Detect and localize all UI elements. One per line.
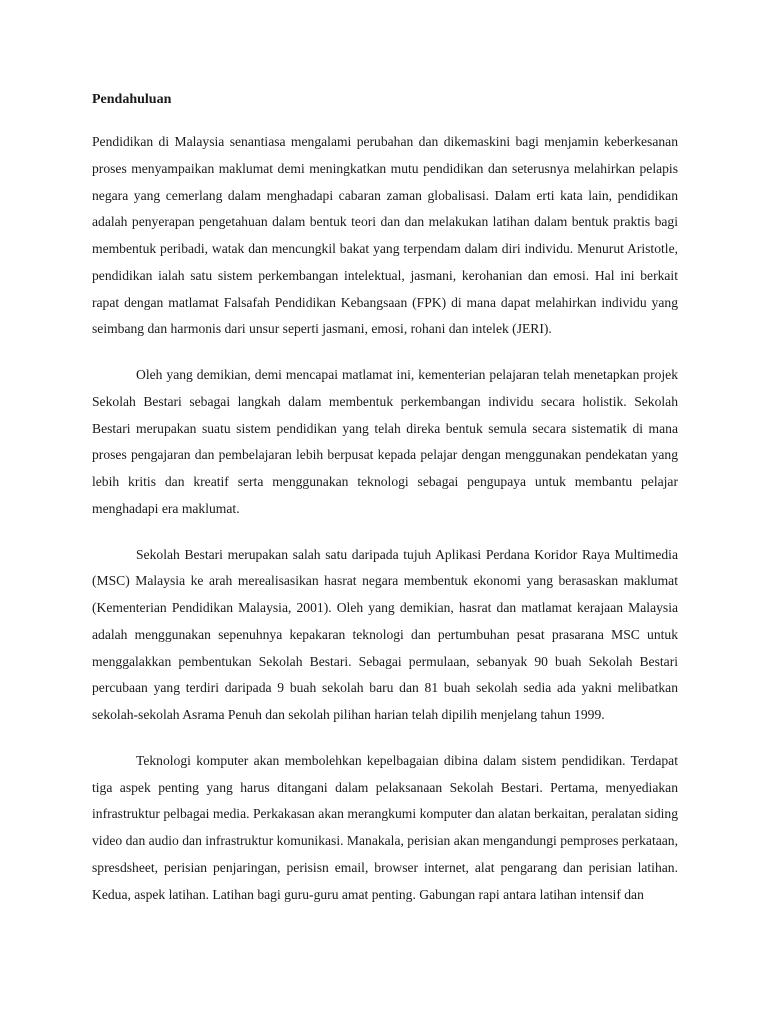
paragraph-2: Oleh yang demikian, demi mencapai matlamat ini, kementerian pelajaran telah menetapkan projek Sekolah Bestari sebagai langkah dalam membentuk perkembangan individu secara holistik. Sekolah Bestari merupakan suatu sistem pendidikan yang telah direka bentuk semula secara sistematik di mana proses pengajaran dan pembelajaran lebih berpusat kepada pelajar dengan menggunakan pendekatan yang lebih kritis dan kreatif serta menggunakan teknologi sebagai pengupaya untuk membantu pelajar menghadapi era maklumat. [92,367,678,516]
paragraph-1: Pendidikan di Malaysia senantiasa mengalami perubahan dan dikemaskini bagi menjamin keberkesanan proses menyampaikan maklumat demi meningkatkan mutu pendidikan dan seterusnya melahirkan pelapis negara yang cemerlang dalam menghadapi cabaran zaman globalisasi. Dalam erti kata lain, pendidikan adalah penyerapan pengetahuan dalam bentuk teori dan dan melakukan latihan dalam bentuk praktis bagi membentuk peribadi, watak dan mencungkil bakat yang terpendam dalam diri individu. Menurut Aristotle, pendidikan ialah satu sistem perkembangan intelektual, jasmani, kerohanian dan emosi. Hal ini berkait rapat dengan matlamat Falsafah Pendidikan Kebangsaan (FPK) di mana dapat melahirkan individu yang seimbang dan harmonis dari unsur seperti jasmani, emosi, rohani dan intelek (JERI). [92,134,678,337]
paragraph-4: Teknologi komputer akan membolehkan kepelbagaian dibina dalam sistem pendidikan. Terdapat tiga aspek penting yang harus ditangani dalam pelaksanaan Sekolah Bestari. Pertama, menyediakan infrastruktur pelbagai media. Perkakasan akan merangkumi komputer dan alatan berkaitan, peralatan siding video dan audio dan infrastruktur komunikasi. Manakala, perisian akan mengandungi pemproses perkataan, spresdsheet, perisian penjaringan, perisisn email, browser internet, alat pengarang dan perisian latihan. Kedua, aspek latihan. Latihan bagi guru-guru amat penting. Gabungan rapi antara latihan intensif dan [92,752,678,902]
section-heading: Pendahuluan [92,92,172,107]
document-body [92,89,678,927]
paragraph-3: Sekolah Bestari merupakan salah satu daripada tujuh Aplikasi Perdana Koridor Raya Multimedia (MSC) Malaysia ke arah merealisasikan hasrat negara membentuk ekonomi yang berasaskan maklumat (Kementerian Pendidikan Malaysia, 2001). Oleh yang demikian, hasrat dan matlamat kerajaan Malaysia adalah menggunakan sepenuhnya kepakaran teknologi dan pertumbuhan pesat prasarana MSC untuk menggalakkan pembentukan Sekolah Bestari. Sebagai permulaan, sebanyak 90 buah Sekolah Bestari percubaan yang terdiri daripada 9 buah sekolah baru dan 81 buah sekolah sedia ada yakni melibatkan sekolah-sekolah Asrama Penuh dan sekolah pilihan harian telah dipilih menjelang tahun 1999. [92,546,678,722]
